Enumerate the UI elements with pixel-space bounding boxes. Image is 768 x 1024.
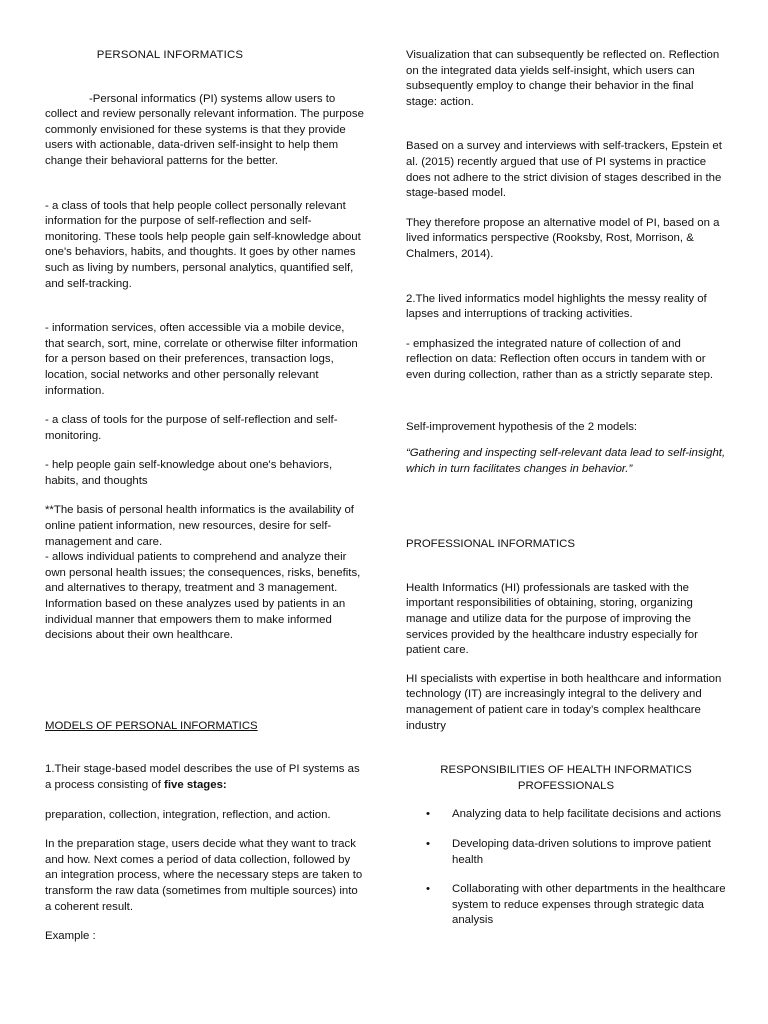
responsibilities-list xyxy=(406,807,726,929)
list-item xyxy=(406,882,726,929)
list-item-text: Collaborating with other departments in the healthcare system to reduce expenses through strategic data analysis xyxy=(452,883,726,927)
lived-informatics-paragraph: 2.The lived informatics model highlights the messy reality of lapses and interruptions of tracking activities. xyxy=(406,292,707,321)
models-heading: MODELS OF PERSONAL INFORMATICS xyxy=(45,719,258,732)
survey-paragraph: Based on a survey and interviews with self-trackers, Epstein et al. (2015) recently argued that use of PI systems in practice does not adhere to the strict division of stages described in the stage-based model. xyxy=(406,140,722,200)
hi-professionals-paragraph: Health Informatics (HI) professionals are tasked with the important responsibilities of obtaining, storing, organizing manage and utilize data for the purpose of improving the services provided by the healthcare industry especially for patient care. xyxy=(406,581,698,657)
hypothesis-quote: “Gathering and inspecting self-relevant data lead to self-insight, which in turn facilitates changes in behavior.” xyxy=(406,447,726,475)
list-item-text: Developing data-driven solutions to improve patient health xyxy=(452,838,711,866)
hi-specialists-paragraph: HI specialists with expertise in both healthcare and information technology (IT) are increasingly integral to the delivery and management of patient care in today’s complex healthcare industry xyxy=(406,672,722,732)
bullet-icon: • xyxy=(426,808,430,821)
stages-list: preparation, collection, integration, reflection, and action. xyxy=(45,808,331,821)
alternative-model-paragraph: They therefore propose an alternative model of PI, based on a lived informatics perspective (Rooksby, Rost, Morrison, & Chalmers, 2014). xyxy=(406,216,720,260)
definition-paragraph-2: - information services, often accessible via a mobile device, that search, sort, mine, correlate or otherwise filter information for a person based on their preferences, transaction logs, location, social networks and other personally relevant information. xyxy=(45,322,358,397)
bullet-icon: • xyxy=(426,883,430,896)
definition-paragraph-4: - help people gain self-knowledge about one's behaviors, habits, and thoughts xyxy=(45,459,333,487)
title-personal-informatics: PERSONAL INFORMATICS xyxy=(96,49,244,61)
right-column xyxy=(406,40,726,943)
responsibilities-heading xyxy=(406,763,726,794)
example-label: Example : xyxy=(45,930,96,943)
bullet-icon: • xyxy=(426,838,430,850)
list-item xyxy=(406,807,726,823)
intro-paragraph: -Personal informatics (PI) systems allow users to collect and review personally relevant information. The purpose commonly envisioned for these systems is that they provide users with actionable, data-driven self-insight to help them change their behavioral patterns for the better. xyxy=(45,92,364,167)
stage-model-paragraph xyxy=(45,762,365,793)
professional-informatics-heading: PROFESSIONAL INFORMATICS xyxy=(406,538,575,551)
list-item-text: Analyzing data to help facilitate decisions and actions xyxy=(452,808,722,821)
responsibilities-heading-line-2: PROFESSIONALS xyxy=(517,779,615,792)
left-column xyxy=(45,40,365,945)
five-stages-bold: five stages: xyxy=(164,779,227,791)
responsibilities-heading-line-1: RESPONSIBILITIES OF HEALTH INFORMATICS xyxy=(440,764,692,777)
hypothesis-label: Self-improvement hypothesis of the 2 models: xyxy=(406,420,638,433)
visualization-paragraph: Visualization that can subsequently be reflected on. Reflection on the integrated data yields self-insight, which users can subsequently employ to change their behavior in the final stage: action. xyxy=(406,49,720,108)
definition-paragraph-1: - a class of tools that help people collect personally relevant information for the purpose of self-reflection and self-monitoring. These tools help people gain self-knowledge about one's behaviors, habits, and thoughts. It goes by other names such as living by numbers, personal analytics, quantified self, and self-tracking. xyxy=(45,199,361,290)
preparation-paragraph: In the preparation stage, users decide what they want to track and how. Next comes a period of data collection, followed by an integration process, where the necessary steps are taken to transform the raw data (sometimes from multiple sources) into a coherent result. xyxy=(45,838,363,913)
health-informatics-basis: **The basis of personal health informatics is the availability of online patient information, new resources, desire for self-management and care. xyxy=(45,504,354,548)
list-item xyxy=(406,837,726,868)
stage-model-text: 1.Their stage-based model describes the use of PI systems as a process consisting of xyxy=(45,763,360,791)
health-informatics-allows: - allows individual patients to comprehend and analyze their own personal health issues; the consequences, risks, benefits, and alternatives to therapy, treatment and 3 management. Information based on these analyzes used by patients in an individual manner that empowers them to make informed decisions about their own healthcare. xyxy=(45,551,361,642)
definition-paragraph-3: - a class of tools for the purpose of self-reflection and self-monitoring. xyxy=(45,414,338,442)
integrated-nature-paragraph: - emphasized the integrated nature of collection of and reflection on data: Reflection often occurs in tandem with or even during collection, rather than as a strictly separate step. xyxy=(406,337,714,381)
